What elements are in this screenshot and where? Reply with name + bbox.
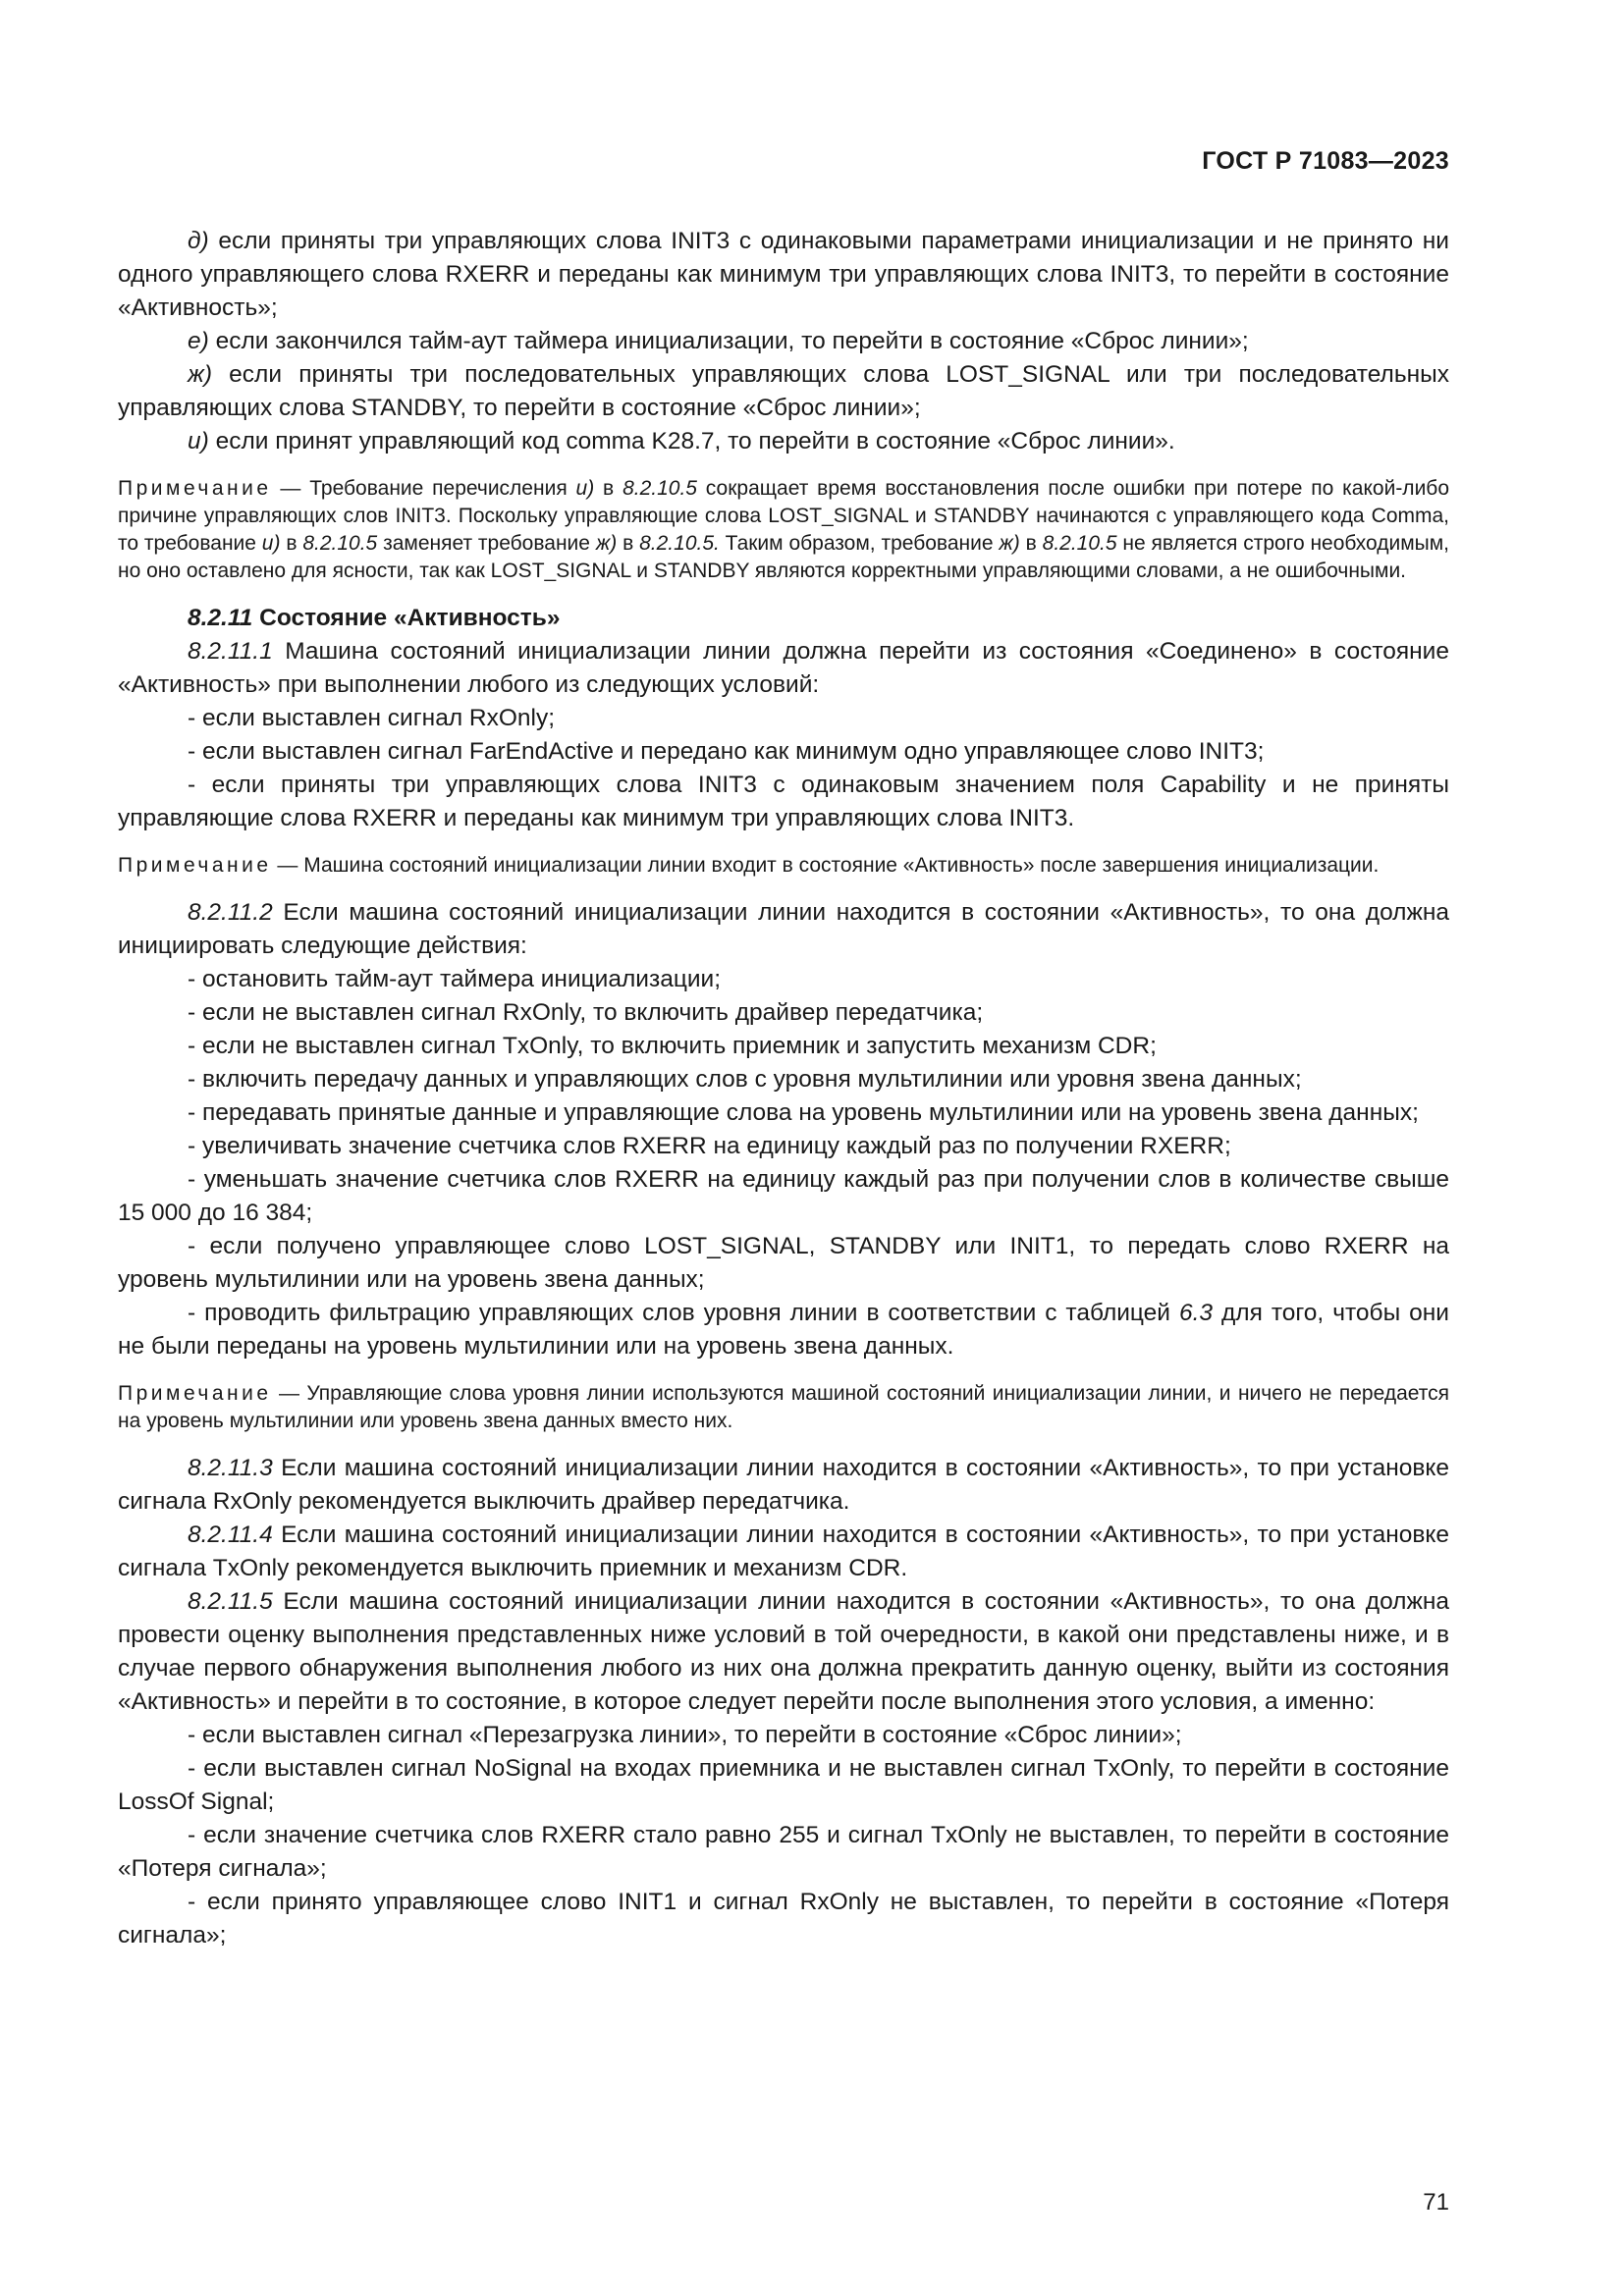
note-label: Примечание <box>118 477 272 500</box>
list-item: - если выставлен сигнал FarEndActive и передано как минимум одно управляющее слово INIT3; <box>188 738 1265 765</box>
list-item: - если значение счетчика слов RXERR стало равно 255 и сигнал TxOnly не выставлен, то перейти в состояние «Потеря сигнала»; <box>118 1822 1449 1882</box>
list-item: - остановить тайм-аут таймера инициализации; <box>188 966 722 992</box>
page-content <box>118 225 1449 1952</box>
item-label: д) <box>188 228 209 254</box>
list-item: - передавать принятые данные и управляющие слова на уровень мультилинии или на уровень звена данных; <box>188 1099 1419 1126</box>
list-item: - если приняты три управляющих слова INIT3 с одинаковым значением поля Capability и не приняты управляющие слова RXERR и переданы как минимум три управляющих слова INIT3. <box>118 772 1449 831</box>
list-item-zh: ж) если приняты три последовательных управляющих слова LOST_SIGNAL или три последовательных управляющих слова STANDBY, то перейти в состояние «Сброс линии»; <box>118 361 1449 421</box>
table-reference: 6.3 <box>1178 1300 1214 1326</box>
heading-title: Состояние «Активность» <box>252 605 561 631</box>
note-label: Примечание <box>118 854 272 877</box>
item-label: е) <box>188 328 209 354</box>
clause-8-2-11-4: 8.2.11.4 Если машина состояний инициализации линии находится в состоянии «Активность», то при установке сигнала TxOnly рекомендуется выключить приемник и механизм CDR. <box>118 1522 1449 1581</box>
list-item: - если выставлен сигнал NoSignal на входах приемника и не выставлен сигнал TxOnly, то перейти в состояние LossOf Signal; <box>118 1755 1449 1815</box>
list-item: - если выставлен сигнал RxOnly; <box>188 705 556 731</box>
list-item-i: и) если принят управляющий код comma K28.7, то перейти в состояние «Сброс линии». <box>188 428 1175 454</box>
section-heading <box>118 602 1449 635</box>
note-3: Примечание — Управляющие слова уровня линии используются машиной состояний инициализации линии, и ничего не передается на уровень мультилинии или уровень звена данных вместо них. <box>118 1382 1449 1432</box>
list-item: - если не выставлен сигнал RxOnly, то включить драйвер передатчика; <box>188 999 984 1026</box>
list-item-e: е) если закончился тайм-аут таймера инициализации, то перейти в состояние «Сброс линии»; <box>188 328 1249 354</box>
clause-number: 8.2.11.5 <box>188 1588 273 1615</box>
list-item: - если принято управляющее слово INIT1 и сигнал RxOnly не выставлен, то перейти в состояние «Потеря сигнала»; <box>118 1889 1449 1949</box>
list-item: - уменьшать значение счетчика слов RXERR на единицу каждый раз при получении слов в количестве свыше 15 000 до 16 384; <box>118 1166 1449 1226</box>
clause-number: 8.2.11.4 <box>188 1522 273 1548</box>
clause-number: 8.2.11.1 <box>188 638 273 665</box>
page-number: 71 <box>1423 2189 1449 2216</box>
item-label: ж) <box>188 361 213 388</box>
clause-8-2-11-5: 8.2.11.5 Если машина состояний инициализации линии находится в состоянии «Активность», то она должна провести оценку выполнения представленных ниже условий в той очередности, в какой они представлены ниже, и в случае первого обнаружения выполнения любого из них она должна прекратить данную оценку, выйти из состояния «Активность» и перейти в то состояние, в которое следует перейти после выполнения этого условия, а именно: <box>118 1588 1449 1715</box>
list-item: - если выставлен сигнал «Перезагрузка линии», то перейти в состояние «Сброс линии»; <box>188 1722 1182 1748</box>
list-item: - если не выставлен сигнал TxOnly, то включить приемник и запустить механизм CDR; <box>188 1033 1157 1059</box>
heading-number: 8.2.11 <box>188 605 253 631</box>
list-item: - если получено управляющее слово LOST_SIGNAL, STANDBY или INIT1, то передать слово RXERR на уровень мультилинии или на уровень звена данных; <box>118 1233 1449 1293</box>
clause-number: 8.2.11.3 <box>188 1455 273 1481</box>
item-label: и) <box>188 428 209 454</box>
clause-8-2-11-3: 8.2.11.3 Если машина состояний инициализации линии находится в состоянии «Активность», то при установке сигнала RxOnly рекомендуется выключить драйвер передатчика. <box>118 1455 1449 1515</box>
note-1: Примечание — Требование перечисления и) в 8.2.10.5 сокращает время восстановления после ошибки при потере по какой-либо причине управляющих слов INIT3. Поскольку управляющие слова LOST_SIGNAL и STANDBY начинаются с управляющего кода Comma, то требование и) в 8.2.10.5 заменяет требование ж) в 8.2.10.5. Таким образом, требование ж) в 8.2.10.5 не является строго необходимым, но оно оставлено для ясности, так как LOST_SIGNAL и STANDBY являются корректными управляющими словами, а не ошибочными. <box>118 477 1450 582</box>
clause-number: 8.2.11.2 <box>188 899 273 926</box>
document-code: ГОСТ Р 71083—2023 <box>1202 147 1449 175</box>
note-label: Примечание <box>118 1382 272 1405</box>
note-2: Примечание — Машина состояний инициализации линии входит в состояние «Активность» после завершения инициализации. <box>118 854 1380 877</box>
list-item: - увеличивать значение счетчика слов RXERR на единицу каждый раз по получении RXERR; <box>188 1133 1231 1159</box>
list-item: - включить передачу данных и управляющих слов с уровня мультилинии или уровня звена данных; <box>188 1066 1302 1093</box>
clause-8-2-11-2: 8.2.11.2 Если машина состояний инициализации линии находится в состоянии «Активность», то она должна инициировать следующие действия: <box>118 899 1449 959</box>
list-item-d: д) если приняты три управляющих слова INIT3 с одинаковыми параметрами инициализации и не принято ни одного управляющего слова RXERR и переданы как минимум три управляющих слова INIT3, то перейти в состояние «Активность»; <box>118 228 1449 321</box>
list-item: - проводить фильтрацию управляющих слов уровня линии в соответствии с таблицей 6.3 для того, чтобы они не были переданы на уровень мультилинии или на уровень звена данных. <box>118 1300 1449 1360</box>
clause-8-2-11-1: 8.2.11.1 Машина состояний инициализации линии должна перейти из состояния «Соединено» в состояние «Активность» при выполнении любого из следующих условий: <box>118 638 1449 698</box>
